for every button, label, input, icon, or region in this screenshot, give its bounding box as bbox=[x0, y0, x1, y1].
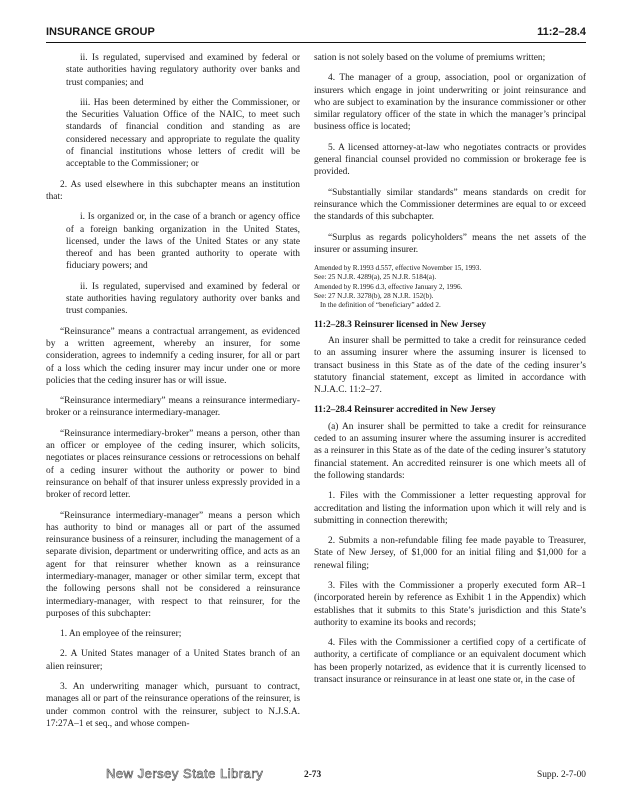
list-item: 5. A licensed attorney-at-law who negotiates contracts or provides general financial counsel provided no commission or brokerage fee is provided. bbox=[314, 142, 586, 178]
list-item: 2. Submits a non-refundable filing fee made payable to Treasurer, State of New Jersey, of $1,000 for an initial filing and $1,000 for a renewal filing; bbox=[314, 536, 586, 571]
page-footer bbox=[46, 766, 586, 784]
right-column bbox=[314, 52, 586, 694]
amendment-note: See: 25 N.J.R. 4289(a), 25 N.J.R. 5184(a). bbox=[314, 273, 437, 282]
section-heading: 11:2–28.3 Reinsurer licensed in New Jersey bbox=[314, 319, 487, 330]
paragraph: (a) An insurer shall be permitted to take a credit for reinsurance ceded to an assuming insurer where the assuming insurer is accredited as a reinsurer in this State as of the date of the ceding insurer’s statutory financial statement. An accredited reinsurer is one which meets all of the following standards: bbox=[314, 421, 586, 481]
paragraph: ii. Is regulated, supervised and examined by federal or state authorities having regulatory authority over banks and trust companies. bbox=[66, 281, 300, 317]
paragraph: An insurer shall be permitted to take a credit for reinsurance ceded to an assuming insurer where the assuming insurer is licensed to transact business in this State as of the date of the ceding insurer’s statutory financial statement, except as limited in accordance with N.J.A.C. 11:2–27. bbox=[314, 335, 586, 396]
header-section-number: 11:2–28.4 bbox=[537, 26, 586, 38]
page-number: 2-73 bbox=[304, 770, 322, 780]
definition-reinsurance-intermediary: “Reinsurance intermediary” means a reinsurance intermediary-broker or a reinsurance intermediary-manager. bbox=[46, 396, 300, 419]
paragraph: iii. Has been determined by either the Commissioner, or the Securities Valuation Office of the NAIC, to meet such standards of financial condition and standing as are considered necessary and appropriate to regulate the quality of financial institutions whose letters of credit will be acceptable to the Commissioner; or bbox=[66, 97, 300, 170]
list-item: 3. Files with the Commissioner a properly executed form AR–1 (incorporated herein by reference as Exhibit 1 in the Appendix) which establishes that it submits to this State’s jurisdiction and this State’s authority to examine its books and records; bbox=[314, 580, 586, 628]
paragraph: sation is not solely based on the volume of premiums written; bbox=[314, 53, 546, 63]
amendment-note: In the definition of “beneficiary” added 2. bbox=[320, 301, 441, 310]
library-watermark: New Jersey State Library bbox=[106, 766, 264, 781]
supplement-date: Supp. 2-7-00 bbox=[537, 770, 586, 780]
list-item: 3. An underwriting manager which, pursuant to contract, manages all or part of the reinsurance operations of the reinsurer, is under common control with the reinsurer, subject to N.J.S.A. 17:27A–1 et seq., and whose compen- bbox=[46, 682, 300, 729]
list-item: 1. An employee of the reinsurer; bbox=[60, 629, 182, 640]
amendment-note: See: 27 N.J.R. 3278(b), 28 N.J.R. 152(b). bbox=[314, 292, 434, 301]
paragraph: ii. Is regulated, supervised and examined by federal or state authorities having regulatory authority over banks and trust companies; and bbox=[66, 53, 300, 88]
paragraph: i. Is organized or, in the case of a branch or agency office of a foreign banking organization in the United States, licensed, under the laws of the United States or any state thereof and has been granted authority to operate with fiduciary powers; and bbox=[66, 212, 300, 272]
paragraph: 2. As used elsewhere in this subchapter means an institution that: bbox=[46, 179, 300, 202]
running-header bbox=[46, 26, 586, 40]
definition-intermediary-manager: “Reinsurance intermediary-manager” means a person which has authority to bind or manages all or part of the assumed reinsurance business of a reinsurer, including the management of a separate division, department or underwriting office, and acts as an agent for that reinsurer whether known as a reinsurance intermediary-manager, manager or other similar term, except that the following persons shall not be considered a reinsurance intermediary-manager, with respect to that reinsurer, for the purposes of this subchapter: bbox=[46, 510, 300, 619]
header-rule bbox=[46, 42, 586, 43]
list-item: 4. The manager of a group, association, pool or organization of insurers which engage in joint underwriting or joint reinsurance and who are subject to examination by the insurance commissioner or other similar regulatory officer of the state in which the manager’s principal business office is located; bbox=[314, 73, 586, 133]
amendment-note: Amended by R.1993 d.557, effective November 15, 1993. bbox=[314, 264, 482, 273]
list-item: 1. Files with the Commissioner a letter requesting approval for accreditation and listing the information upon which it will rely and is submitting in connection therewith; bbox=[314, 491, 586, 526]
definition-surplus: “Surplus as regards policyholders” means the net assets of the insurer or assuming insurer. bbox=[314, 232, 586, 255]
list-item: 2. A United States manager of a United States branch of an alien reinsurer; bbox=[46, 649, 300, 672]
definition-reinsurance: “Reinsurance” means a contractual arrangement, as evidenced by a written agreement, whereby an insurer, for some consideration, agrees to indemnify a ceding insurer, for all or part of a loss which the ceding insurer may incur under one or more policies that the ceding insurer has or will issue. bbox=[46, 326, 300, 386]
left-column bbox=[46, 52, 300, 738]
section-heading: 11:2–28.4 Reinsurer accredited in New Jersey bbox=[314, 405, 496, 416]
definition-substantially-similar: “Substantially similar standards” means standards on credit for reinsurance which the Commissioner determines are equal to or exceed the standards of this subchapter. bbox=[314, 187, 586, 223]
list-item: 4. Files with the Commissioner a certified copy of a certificate of authority, a certificate of compliance or an equivalent document which has been properly notarized, as evidence that it is currently licensed to transact insurance or reinsurance in at least one state or, in the case of bbox=[314, 638, 586, 686]
definition-intermediary-broker: “Reinsurance intermediary-broker” means a person, other than an officer or employee of the ceding insurer, which solicits, negotiates or places reinsurance cessions or retrocessions on behalf of a ceding insurer without the authority or power to bind reinsurance on behalf of that insurer unless expressly provided in a broker of record letter. bbox=[46, 428, 300, 501]
header-title: INSURANCE GROUP bbox=[46, 26, 155, 38]
amendment-notes bbox=[314, 264, 586, 310]
amendment-note: Amended by R.1996 d.3, effective January 2, 1996. bbox=[314, 282, 463, 291]
